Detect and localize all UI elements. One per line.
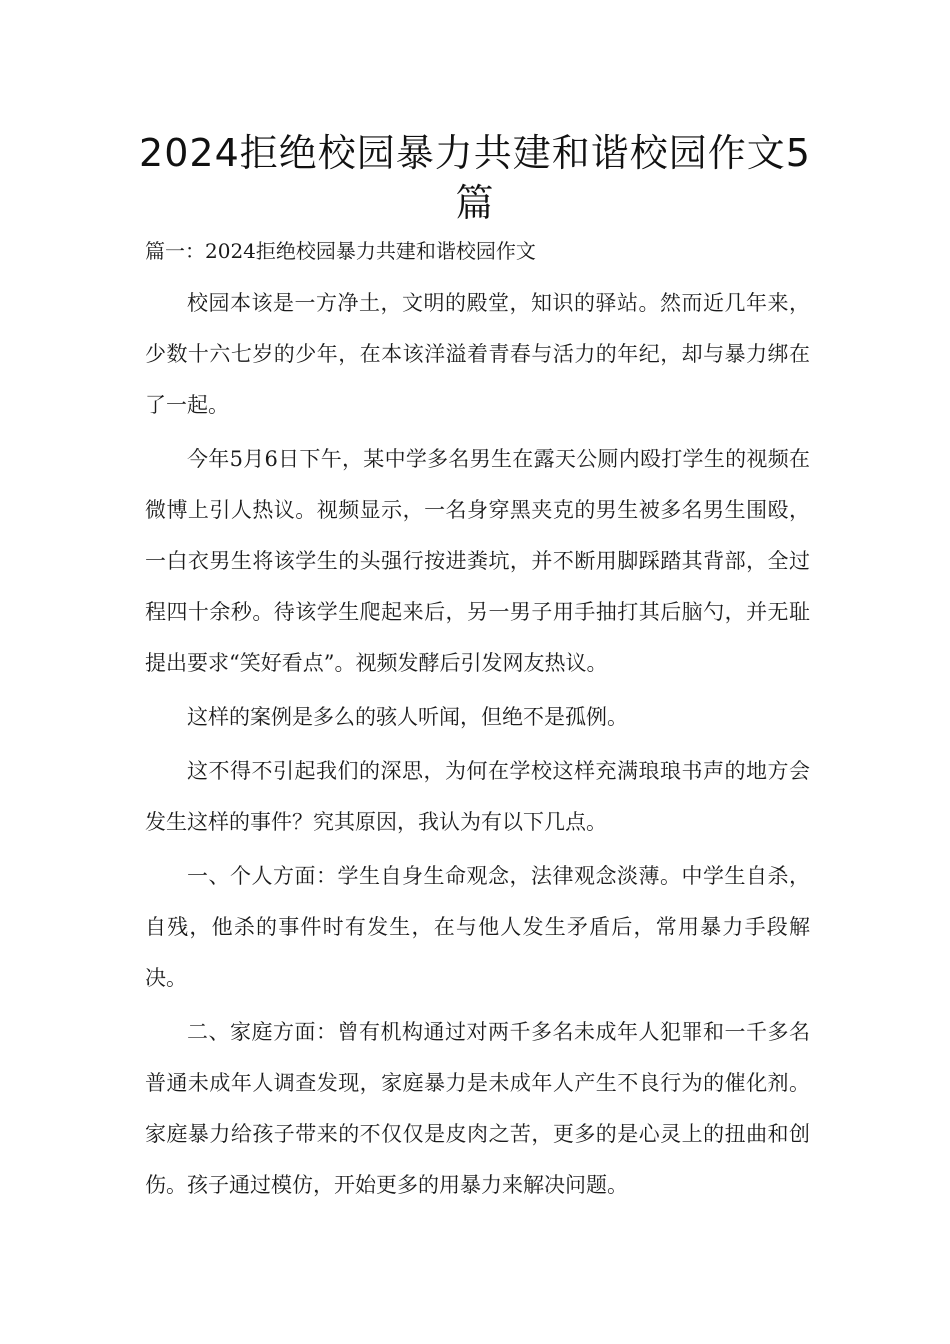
paragraph-1: 校园本该是一方净土，文明的殿堂，知识的驿站。然而近几年来，少数十六七岁的少年，在本该洋溢着青春与活力的年纪，却与暴力绑在了一起。 bbox=[145, 291, 810, 417]
paragraph-5: 一、个人方面：学生自身生命观念，法律观念淡薄。中学生自杀，自残，他杀的事件时有发生，在与他人发生矛盾后，常用暴力手段解决。 bbox=[145, 864, 810, 990]
document-title: 2024拒绝校园暴力共建和谐校园作文5篇 bbox=[139, 131, 811, 225]
paragraph-3: 这样的案例是多么的骇人听闻，但绝不是孤例。 bbox=[187, 705, 628, 729]
section-heading: 篇一：2024拒绝校园暴力共建和谐校园作文 bbox=[145, 239, 536, 263]
paragraph-2: 今年5月6日下午，某中学多名男生在露天公厕内殴打学生的视频在微博上引人热议。视频显示，一名身穿黑夹克的男生被多名男生围殴，一白衣男生将该学生的头强行按进粪坑，并不断用脚踩踏其背部，全过程四十余秒。待该学生爬起来后，另一男子用手抽打其后脑勺，并无耻提出要求“笑好看点”。视频发酵后引发网友热议。 bbox=[145, 447, 810, 675]
paragraph-4: 这不得不引起我们的深思，为何在学校这样充满琅琅书声的地方会发生这样的事件？究其原因，我认为有以下几点。 bbox=[145, 759, 810, 834]
document-body bbox=[145, 236, 810, 1211]
paragraph-6: 二、家庭方面：曾有机构通过对两千多名未成年人犯罪和一千多名普通未成年人调查发现，家庭暴力是未成年人产生不良行为的催化剂。家庭暴力给孩子带来的不仅仅是皮肉之苦，更多的是心灵上的扭曲和创伤。孩子通过模仿，开始更多的用暴力来解决问题。 bbox=[145, 1020, 810, 1197]
